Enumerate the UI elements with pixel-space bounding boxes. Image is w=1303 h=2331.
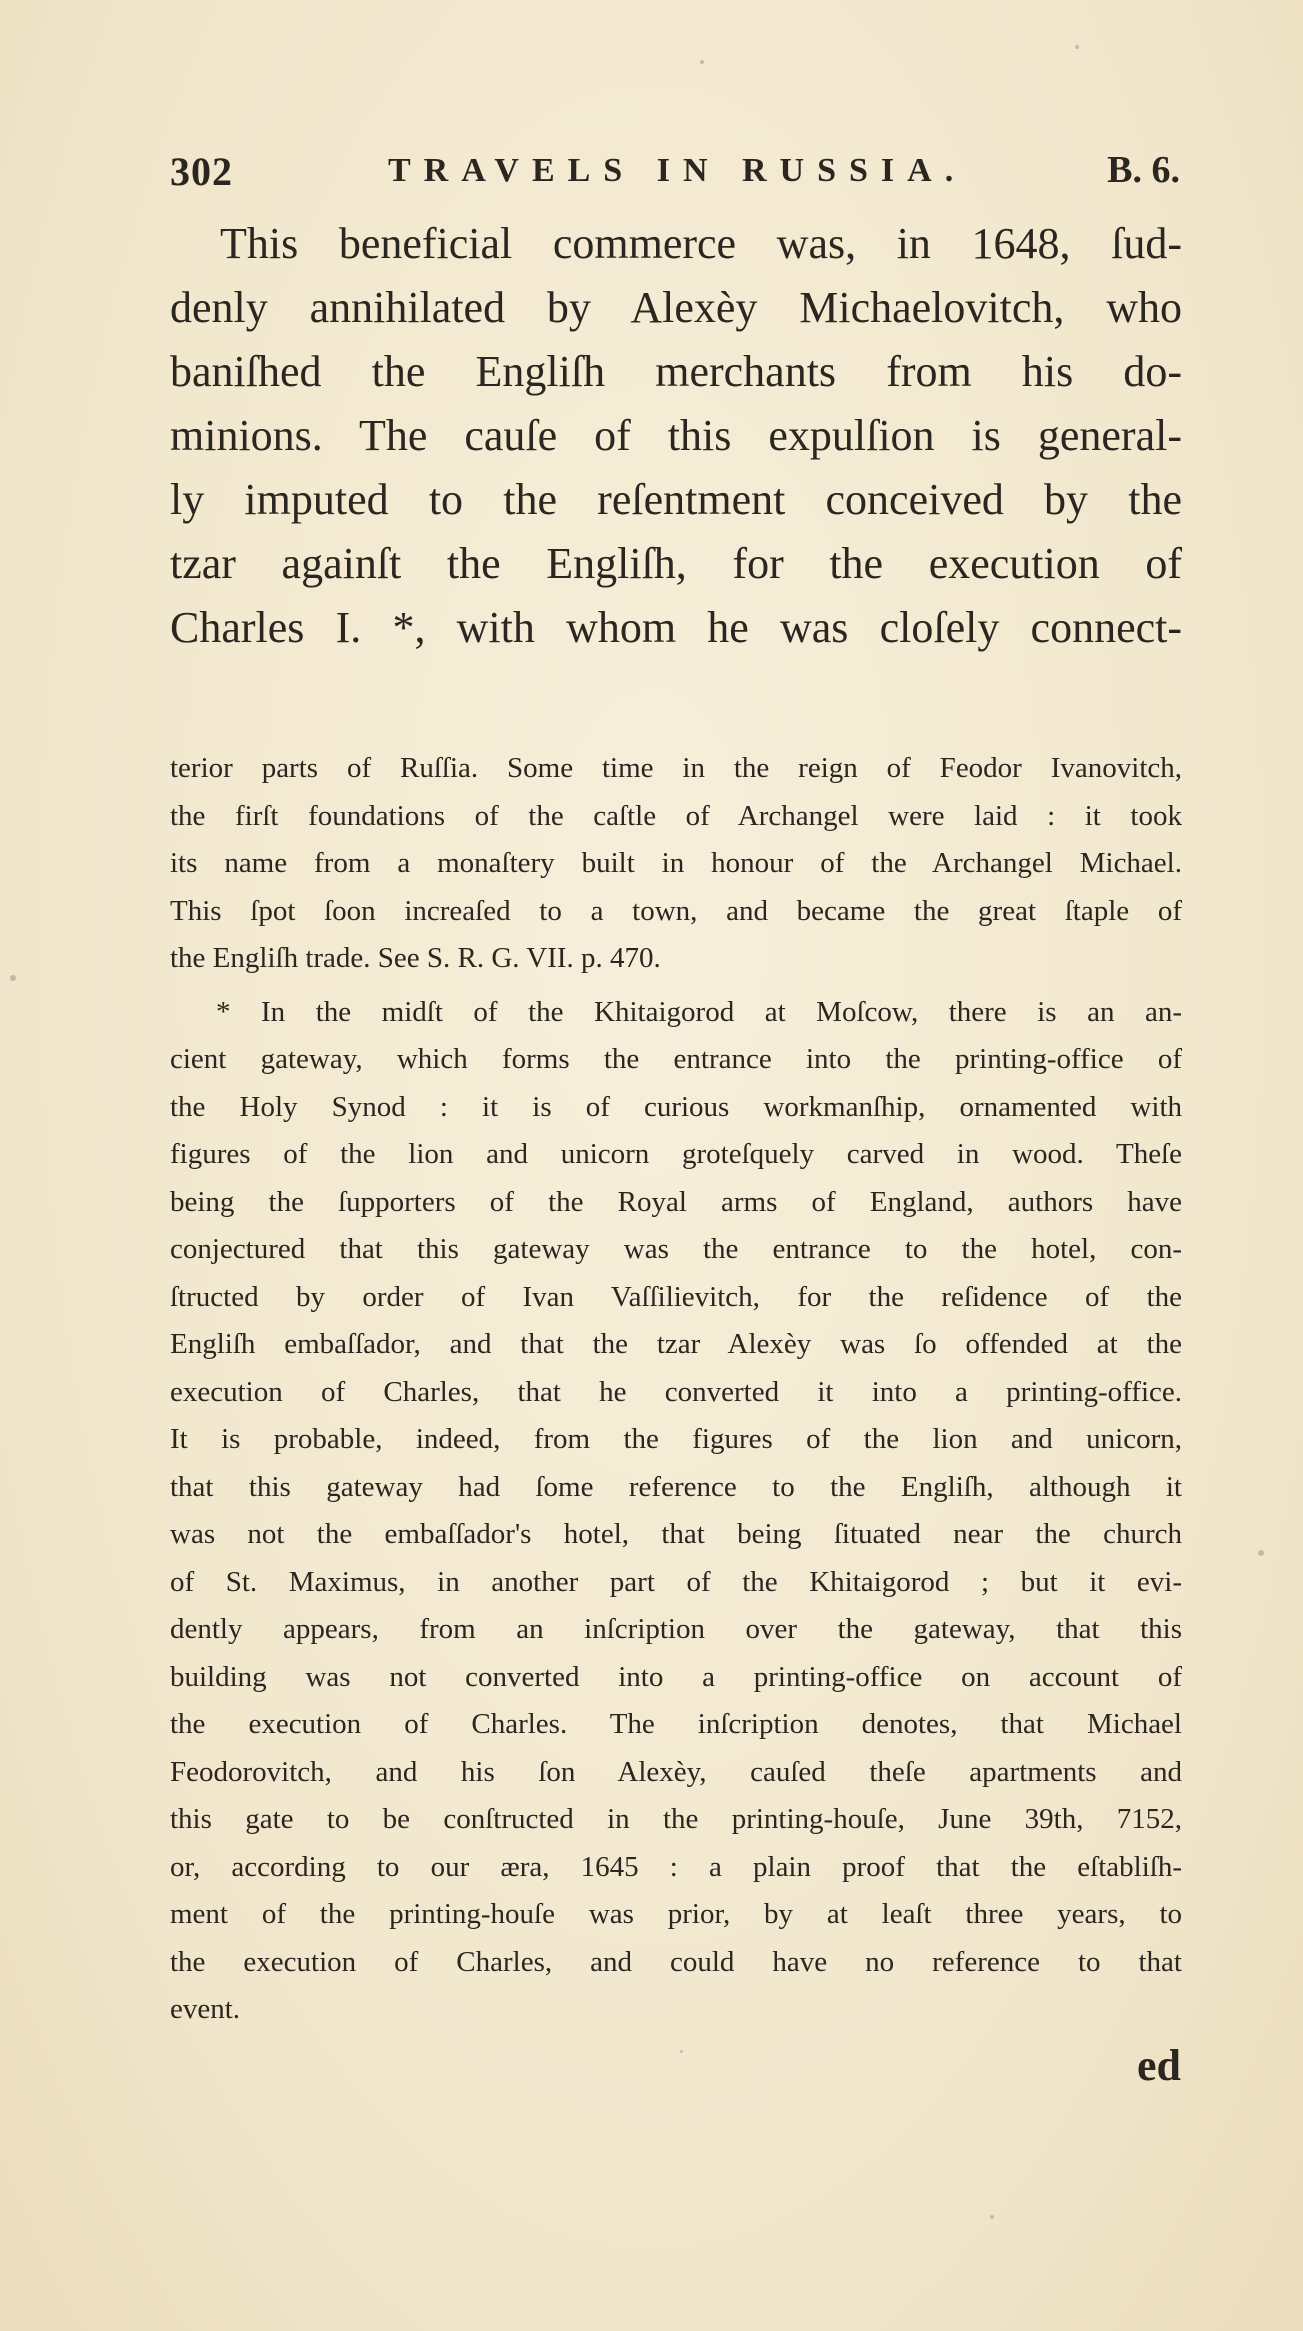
catchword: ed (1137, 2041, 1181, 2090)
footnote-line: ment of the printing-houſe was prior, by at leaſt three years, to (170, 1898, 1182, 1930)
footnote-line: figures of the lion and unicorn groteſquely carved in wood. Theſe (170, 1138, 1182, 1170)
paper-speck (680, 2050, 683, 2053)
footnote-line: the execution of Charles, and could have no reference to that (170, 1945, 1182, 1978)
main-text-line: Charles I. *, with whom he was cloſely connect- (170, 603, 1182, 652)
footnote-line: It is probable, indeed, from the figures of the lion and unicorn, (170, 1423, 1182, 1455)
footnotes (170, 745, 1182, 2034)
footnote-line: or, according to our æra, 1645 : a plain proof that the eſtabliſh- (170, 1850, 1182, 1883)
footnote-line: Feodorovitch, and his ſon Alexèy, cauſed theſe apartments and (170, 1755, 1182, 1788)
paper-speck (700, 60, 704, 64)
footnote-line: event. (170, 1993, 241, 2025)
footnote-line: building was not converted into a printing-office on account of (170, 1660, 1182, 1693)
footnote-line: of St. Maximus, in another part of the Khitaigorod ; but it evi- (170, 1565, 1182, 1598)
footnote-line: the Holy Synod : it is of curious workmanſhip, ornamented with (170, 1090, 1182, 1123)
paper-speck (1075, 45, 1079, 49)
footnote-line: terior parts of Ruſſia. Some time in the reign of Feodor Ivanovitch, (170, 752, 1182, 784)
footnote-star (170, 989, 1182, 2034)
paper-speck (10, 975, 16, 981)
footnote-line: This ſpot ſoon increaſed to a town, and became the great ſtaple of (170, 894, 1182, 927)
main-text-line: minions. The cauſe of this expulſion is general- (170, 411, 1182, 460)
footnote-line: that this gateway had ſome reference to the Engliſh, although it (170, 1470, 1182, 1503)
main-text-line: ly imputed to the reſentment conceived by the (170, 475, 1182, 524)
footnote-line: the Engliſh trade. See S. R. G. VII. p. 470. (170, 942, 661, 974)
running-head (170, 148, 1180, 208)
footnote-line: cient gateway, which forms the entrance into the printing-office of (170, 1043, 1182, 1075)
footnote-line: the firſt foundations of the caſtle of Archangel were laid : it took (170, 799, 1182, 832)
footnote-line: this gate to be conſtructed in the printing-houſe, June 39th, 7152, (170, 1803, 1182, 1835)
page-number: 302 (170, 149, 233, 194)
footnote-line: the execution of Charles. The inſcription denotes, that Michael (170, 1708, 1182, 1740)
main-text-line: tzar againſt the Engliſh, for the execution of (170, 539, 1182, 588)
running-title: TRAVELS IN RUSSIA. (388, 152, 967, 189)
footnote-line: its name from a monaſtery built in honour of the Archangel Michael. (170, 847, 1182, 879)
footnote-line: execution of Charles, that he converted it into a printing-office. (170, 1375, 1182, 1408)
footnote-line: was not the embaſſador's hotel, that being ſituated near the church (170, 1518, 1182, 1550)
footnote-line: conjectured that this gateway was the entrance to the hotel, con- (170, 1233, 1182, 1265)
main-text-line: baniſhed the Engliſh merchants from his do- (170, 347, 1182, 396)
footnote-line: being the ſupporters of the Royal arms of England, authors have (170, 1185, 1182, 1218)
footnote-line: * In the midſt of the Khitaigorod at Moſcow, there is an an- (216, 995, 1182, 1028)
footnote-line: ſtructed by order of Ivan Vaſſilievitch, for the reſidence of the (170, 1280, 1182, 1313)
paper-speck (990, 2215, 994, 2219)
paper-speck (1258, 1550, 1264, 1556)
main-text-line: denly annihilated by Alexèy Michaelovitch, who (170, 283, 1182, 332)
main-text-line: This beneficial commerce was, in 1648, ſud- (220, 219, 1182, 268)
footnote-line: dently appears, from an inſcription over the gateway, that this (170, 1613, 1182, 1645)
footnote-continuation (170, 745, 1182, 983)
footnote-line: Engliſh embaſſador, and that the tzar Alexèy was ſo offended at the (170, 1328, 1182, 1360)
book-number: B. 6. (1107, 149, 1180, 191)
main-paragraph (170, 212, 1182, 660)
